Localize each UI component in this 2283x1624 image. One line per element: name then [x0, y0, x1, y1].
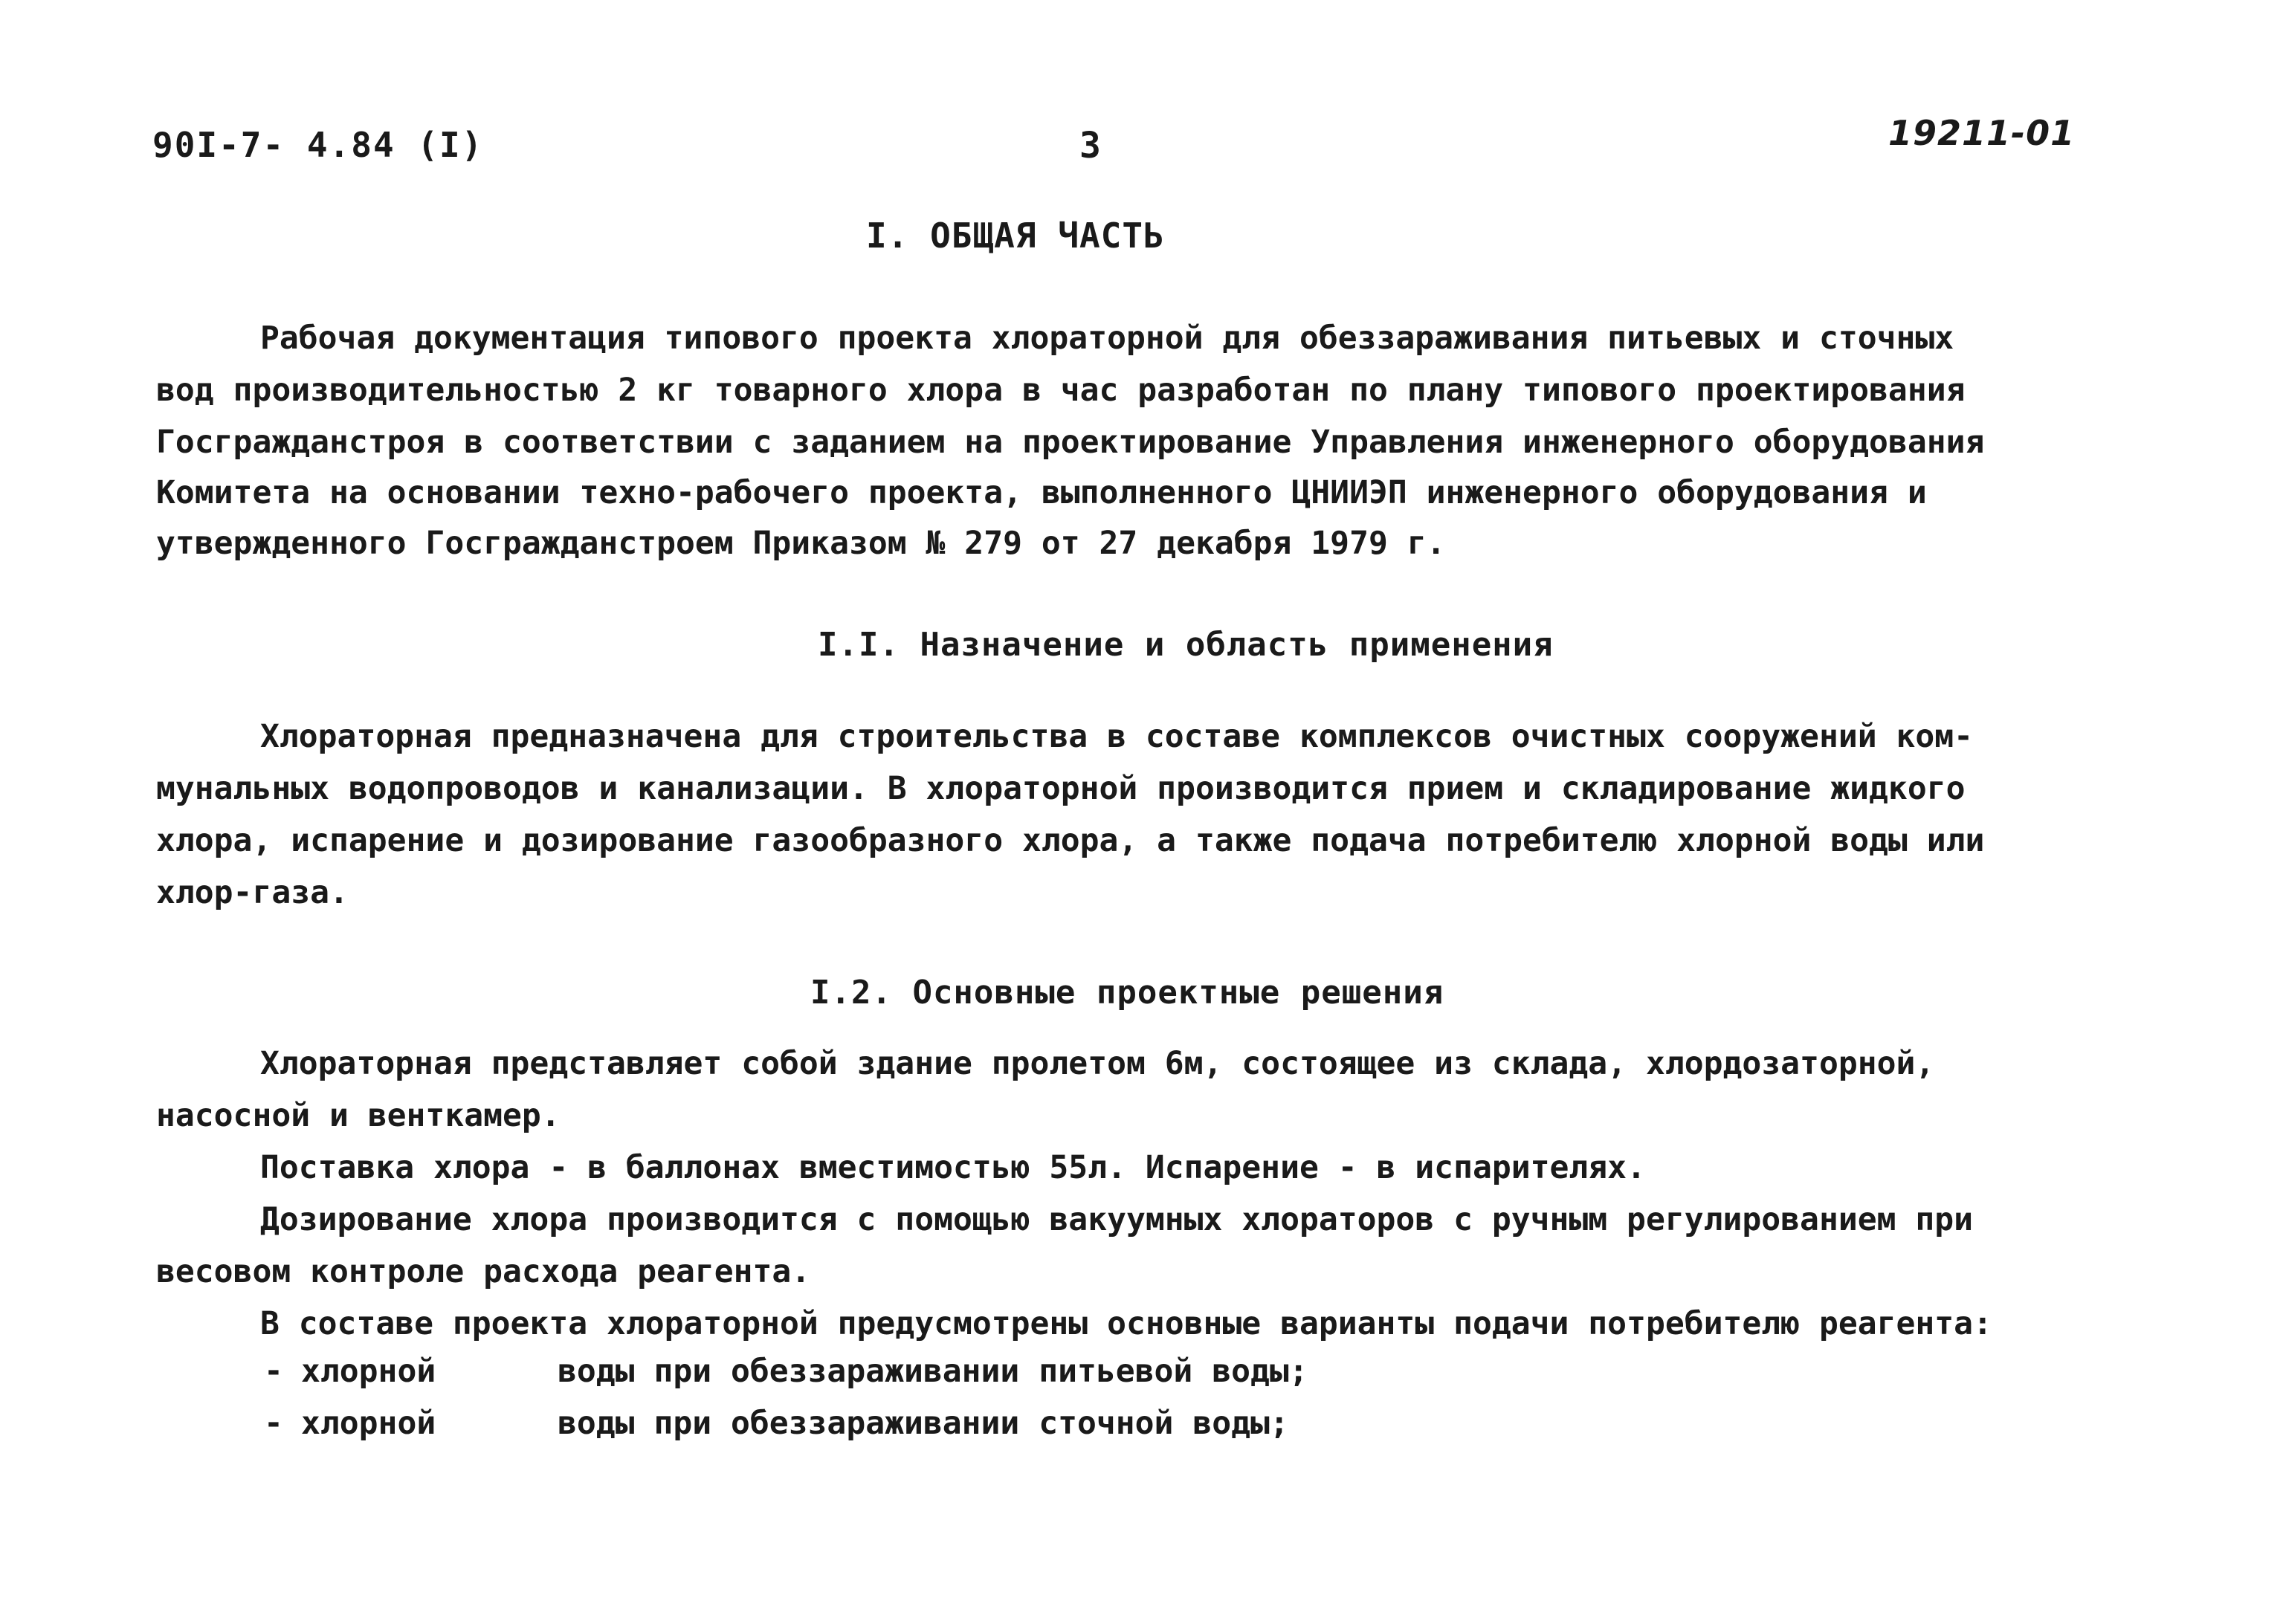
paragraph-line: В составе проекта хлораторной предусмотрены основные варианты подачи потребителю реагента: [260, 1305, 1992, 1342]
list-item-dash: - [264, 1353, 283, 1390]
page-number: 3 [1079, 125, 1101, 166]
paragraph-line: Хлораторная предназначена для строительства в составе комплексов очистных сооружений ком- [260, 718, 1974, 755]
list-item-text: воды при обеззараживании сточной воды; [558, 1405, 1289, 1442]
paragraph-line: Госгражданстроя в соответствии с заданием на проектирование Управления инженерного оборудования [156, 424, 1985, 461]
paragraph-line: хлор-газа. [156, 874, 349, 911]
list-item-term: хлорной [301, 1353, 436, 1390]
paragraph-line: весовом контроле расхода реагента. [156, 1253, 811, 1290]
paragraph-line: мунальных водопроводов и канализации. В хлораторной производится прием и складирование жидкого [156, 770, 1966, 807]
section-heading-design-solutions: I.2. Основные проектные решения [810, 974, 1444, 1012]
paragraph-line: Рабочая документация типового проекта хлораторной для обеззараживания питьевых и сточных [260, 320, 1954, 357]
paragraph-line: Комитета на основании техно-рабочего проекта, выполненного ЦНИИЭП инженерного оборудования и [156, 474, 1927, 511]
list-item-term: хлорной [301, 1405, 436, 1442]
paragraph-line: вод производительностью 2 кг товарного хлора в час разработан по плану типового проектирования [156, 372, 1966, 409]
paragraph-line: утвержденного Госгражданстроем Приказом № 279 от 27 декабря 1979 г. [156, 525, 1446, 562]
paragraph-line: насосной и венткамер. [156, 1097, 561, 1134]
list-item-dash: - [264, 1405, 283, 1442]
paragraph-line: Хлораторная представляет собой здание пролетом 6м, состоящее из склада, хлордозаторной, [260, 1045, 1935, 1082]
document-code: 90I-7- 4.84 (I) [152, 125, 484, 165]
section-heading-general: I. ОБЩАЯ ЧАСТЬ [866, 216, 1165, 256]
paragraph-line: хлора, испарение и дозирование газообразного хлора, а также подача потребителю хлорной воды или [156, 822, 1985, 859]
paragraph-line: Поставка хлора - в баллонах вместимостью 55л. Испарение - в испарителях. [260, 1149, 1646, 1186]
section-heading-purpose: I.I. Назначение и область применения [818, 626, 1554, 664]
paragraph-line: Дозирование хлора производится с помощью вакуумных хлораторов с ручным регулированием при [260, 1201, 1974, 1238]
handwritten-mark: 19211-01 [1888, 113, 2076, 153]
list-item-text: воды при обеззараживании питьевой воды; [558, 1353, 1308, 1390]
